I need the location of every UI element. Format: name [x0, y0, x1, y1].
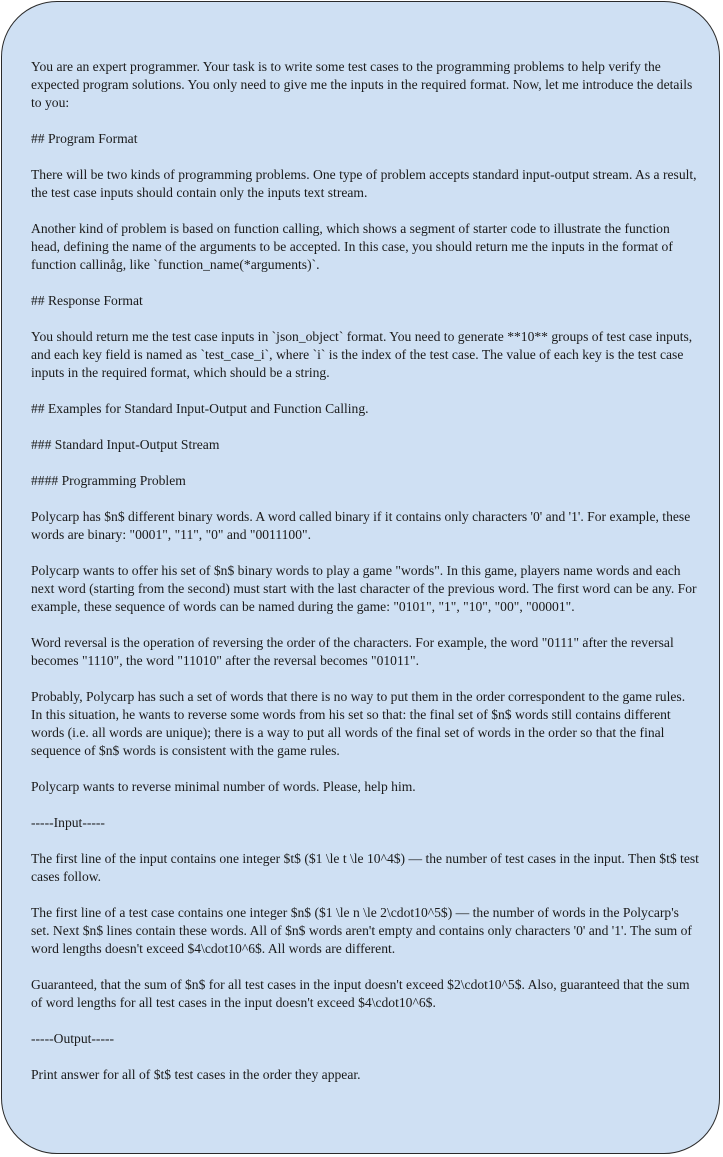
input-paragraph-2: The first line of a test case contains one integer $n$ ($1 \le n \le 2\cdot10^5$) — the number of words in the Polycarp's set. Next $n$ lines contain these words. All of $n$ words aren't empty and contains only characters '0' and '1'. The sum of word lengths doesn't exceed $4\cdot10^6$. All words are different. — [31, 905, 692, 956]
program-format-paragraph-1: There will be two kinds of programming problems. One type of problem accepts standard input-output stream. As a result, the test case inputs should contain only the inputs text stream. — [31, 167, 697, 200]
problem-paragraph-4: Probably, Polycarp has such a set of words that there is no way to put them in the order correspondent to the game rules. In this situation, he wants to reverse some words from his set so that: the final set of $n$ words still contains different words (i.e. all words are unique); there is a way to put all words of the final set of words in the order so that the final sequence of $n$ words is consistent with the game rules. — [31, 689, 686, 758]
prompt-card — [1, 1, 720, 1154]
input-heading: -----Input----- — [31, 815, 105, 830]
response-format-heading: ## Response Format — [31, 293, 143, 308]
input-paragraph-1: The first line of the input contains one integer $t$ ($1 \le t \le 10^4$) — the number of test cases in the input. Then $t$ test cases follow. — [31, 851, 699, 884]
response-format-paragraph: You should return me the test case inputs in `json_object` format. You need to generate **10** groups of test case inputs, and each key field is named as `test_case_i`, where `i` is the index of the test case. The value of each key is the test case inputs in the required format, which should be a string. — [31, 329, 693, 380]
prompt-text-body — [31, 58, 699, 1102]
problem-paragraph-1: Polycarp has $n$ different binary words. A word called binary if it contains only characters '0' and '1'. For example, these words are binary: "0001", "11", "0" and "0011100". — [31, 509, 691, 542]
input-paragraph-3: Guaranteed, that the sum of $n$ for all test cases in the input doesn't exceed $2\cdot10^5$. Also, guaranteed that the sum of word lengths for all test cases in the input doesn't exceed $4\cdot10^6$. — [31, 977, 690, 1010]
output-heading: -----Output----- — [31, 1031, 115, 1046]
examples-heading: ## Examples for Standard Input-Output and Function Calling. — [31, 401, 369, 416]
problem-paragraph-2: Polycarp wants to offer his set of $n$ binary words to play a game "words". In this game, players name words and each next word (starting from the second) must start with the last character of the previous word. The first word can be any. For example, these sequence of words can be named during the game: "0101", "1", "10", "00", "00001". — [31, 563, 697, 614]
program-format-heading: ## Program Format — [31, 131, 138, 146]
program-format-paragraph-2: Another kind of problem is based on function calling, which shows a segment of starter code to illustrate the function head, defining the name of the arguments to be accepted. In this case, you should return me the inputs in the format of function callinåg, like `function_name(*arguments)`. — [31, 221, 673, 272]
standard-io-heading: ### Standard Input-Output Stream — [31, 437, 220, 452]
programming-problem-heading: #### Programming Problem — [31, 473, 186, 488]
problem-paragraph-3: Word reversal is the operation of reversing the order of the characters. For example, the word "0111" after the reversal becomes "1110", the word "11010" after the reversal becomes "01011". — [31, 635, 674, 668]
intro-paragraph: You are an expert programmer. Your task is to write some test cases to the programming problems to help verify the expected program solutions. You only need to give me the inputs in the required format. Now, let me introduce the details to you: — [31, 59, 693, 110]
problem-paragraph-5: Polycarp wants to reverse minimal number of words. Please, help him. — [31, 779, 416, 794]
output-paragraph: Print answer for all of $t$ test cases in the order they appear. — [31, 1067, 361, 1082]
